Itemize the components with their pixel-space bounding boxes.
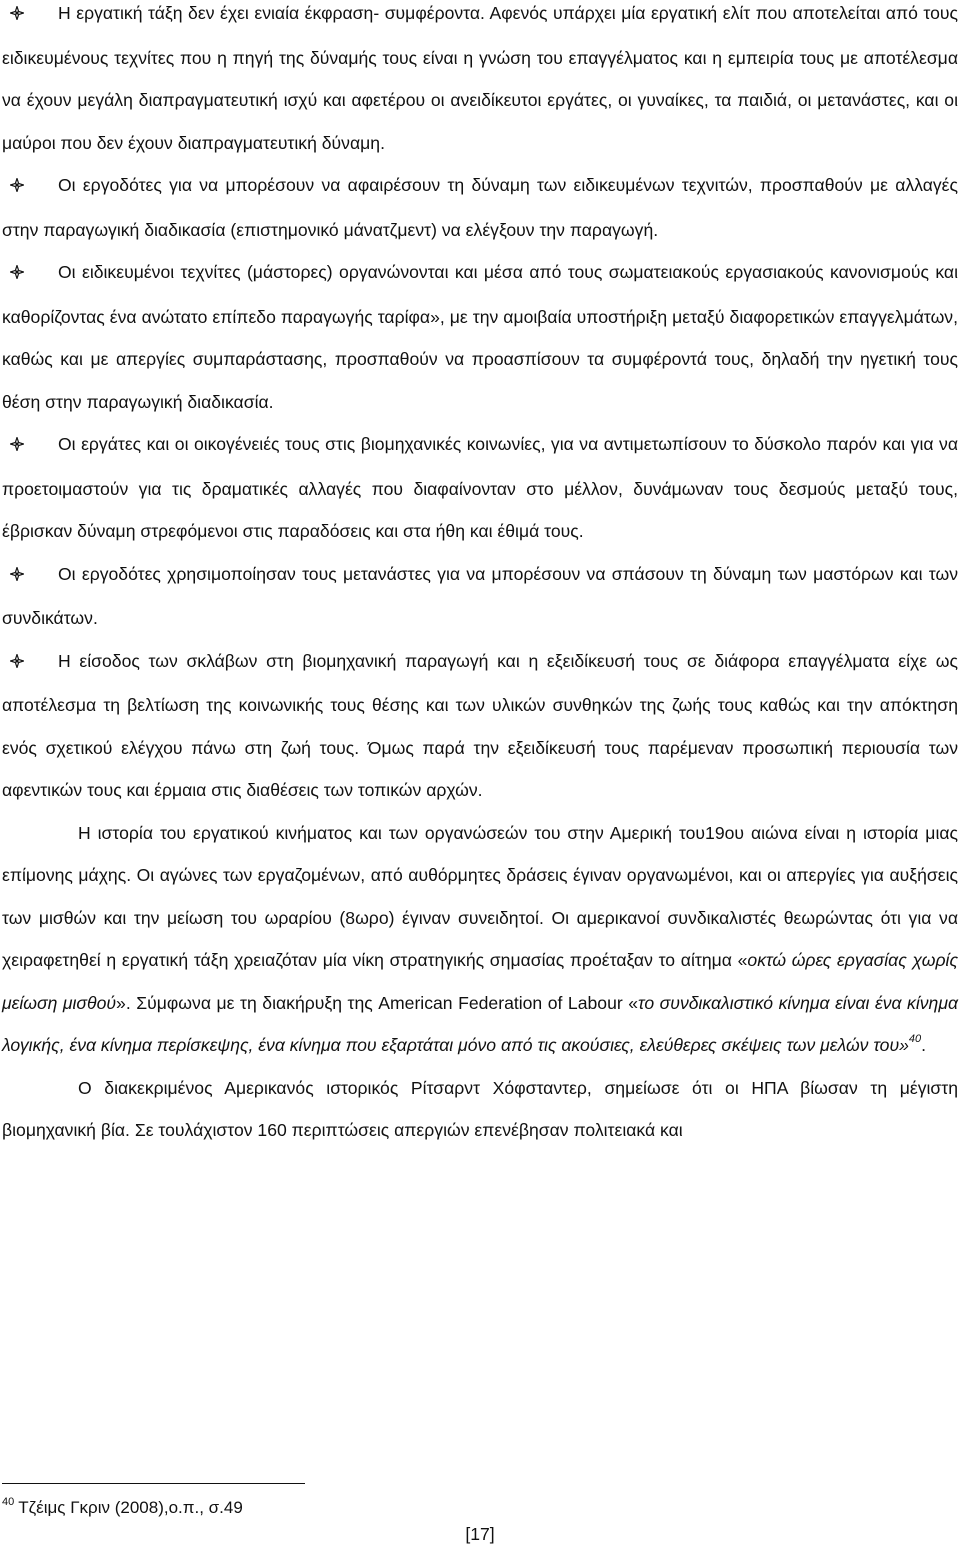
footnote-separator — [2, 1483, 305, 1484]
footnote-number: 40 — [2, 1496, 15, 1508]
bullet-paragraph — [2, 0, 958, 164]
text-segment: . — [921, 1035, 927, 1055]
text-segment: Η είσοδος των σκλάβων στη βιομηχανική παραγωγή και η εξειδίκευσή τους σε διάφορα επαγγέλματα είχε ως αποτέλεσμα τη βελτίωση της κοινωνικής τους θέσης και των υλικών συνθηκών της ζωής τους καθώς και την απόκτηση ενός σχετικού ελέγχου πάνω στη ζωή τους. Όμως παρά την εξειδίκευσή τους παρέμεναν προσωπική περιουσία των αφεντικών τους και έρμαια στις διαθέσεις των τοπικών αρχών. — [2, 650, 958, 800]
text-segment: ». Σύμφωνα με τη διακήρυξη της American Federation of Labour « — [116, 992, 639, 1013]
text-segment: Οι εργοδότες χρησιμοποίησαν τους μετανάστες για να μπορέσουν να σπάσουν τη δύναμη των μαστόρων και των συνδικάτων. — [2, 563, 958, 628]
diamond-bullet-icon — [2, 642, 58, 685]
diamond-bullet-icon — [2, 166, 58, 209]
text-segment: Ο διακεκριμένος Αμερικανός ιστορικός Ρίτσαρντ Χόφσταντερ, σημείωσε ότι οι ΗΠΑ βίωσαν τη μέγιστη βιομηχανική βία. Σε τουλάχιστον 160 περιπτώσεις απεργιών επενέβησαν πολιτειακά και — [2, 1077, 958, 1140]
document-body — [2, 0, 958, 1152]
bullet-paragraph — [2, 553, 958, 640]
footnote-reference: 40 — [908, 1033, 922, 1045]
footnote-text: Τζέιμς Γκριν (2008),ο.π., σ.49 — [18, 1498, 243, 1517]
diamond-bullet-icon — [2, 0, 58, 37]
page-number: [17] — [465, 1524, 495, 1544]
diamond-bullet-icon — [2, 555, 58, 598]
bullet-paragraph — [2, 251, 958, 423]
body-paragraph — [2, 1067, 958, 1152]
bullet-paragraph — [2, 640, 958, 812]
text-segment: Η εργατική τάξη δεν έχει ενιαία έκφραση- συμφέροντα. Αφενός υπάρχει μία εργατική ελίτ που αποτελείται από τους ειδικευμένους τεχνίτες που η πηγή της δύναμής τους είναι η γνώση του επαγγέλματος και η εμπειρία τους με αποτέλεσμα να έχουν μεγάλη διαπραγματευτική ισχύ και αφετέρου οι ανειδίκευτοι εργάτες, οι γυναίκες, τα παιδιά, οι μετανάστες, και οι μαύροι που δεν έχουν διαπραγματευτική δύναμη. — [2, 3, 958, 153]
text-segment: Οι ειδικευμένοι τεχνίτες (μάστορες) οργανώνονται και μέσα από τους σωματειακούς εργασιακούς κανονισμούς και καθορίζοντας ένα ανώτατο επίπεδο παραγωγής ταρίφα», με την αμοιβαία υποστήριξη μεταξύ διαφορετικών επαγγελμάτων, καθώς και με απεργίες συμπαράστασης, προσπαθούν να προασπίσουν τα συμφέροντά τους, δηλαδή την ηγετική τους θέση στην παραγωγική διαδικασία. — [2, 262, 958, 412]
diamond-bullet-icon — [2, 425, 58, 468]
body-paragraph — [2, 812, 958, 1067]
text-segment: Οι εργοδότες για να μπορέσουν να αφαιρέσουν τη δύναμη των ειδικευμένων τεχνιτών, προσπαθούν με αλλαγές στην παραγωγική διαδικασία (επιστημονικό μάνατζμεντ) να ελέγξουν την παραγωγή. — [2, 175, 958, 240]
text-segment: Οι εργάτες και οι οικογένειές τους στις βιομηχανικές κοινωνίες, για να αντιμετωπίσουν το δύσκολο παρόν και για να προετοιμαστούν για τις δραματικές αλλαγές που διαφαίνονταν στο μέλλον, δυνάμωναν τους δεσμούς μεταξύ τους, έβρισκαν δύναμη στρεφόμενοι στις παραδόσεις και στα ήθη και έθιμά τους. — [2, 434, 958, 541]
diamond-bullet-icon — [2, 253, 58, 296]
text-segment: Η ιστορία του εργατικού κινήματος και των οργανώσεών του στην Αμερική του19ου αιώνα είναι η ιστορία μιας επίμονης μάχης. Οι αγώνες των εργαζομένων, από αυθόρμητες δράσεις έγιναν οργανωμένοι, και οι απεργίες για αυξήσεις των μισθών και την μείωση του ωραρίου (8ωρο) έγιναν συνειδητοί. Οι αμερικανοί συνδικαλιστές θεωρώντας ότι για να χειραφετηθεί η εργατική τάξη χρειαζόταν μία νίκη στρατηγικής σημασίας προέταξαν το αίτημα « — [2, 822, 958, 970]
bullet-paragraph — [2, 423, 958, 553]
bullet-paragraph — [2, 164, 958, 251]
footnote — [2, 1492, 243, 1518]
italic-quote: οκτώ ώρες εργασίας χωρίς μείωση μισθού — [2, 950, 959, 1013]
italic-quote: το συνδικαλιστικό κίνημα είναι ένα κίνημα λογικής, ένα κίνημα περίσκεψης, ένα κίνημα που εξαρτάται μόνο από τις ακούσιες, ελεύθερες σκέψεις των μελών του» — [2, 992, 958, 1055]
